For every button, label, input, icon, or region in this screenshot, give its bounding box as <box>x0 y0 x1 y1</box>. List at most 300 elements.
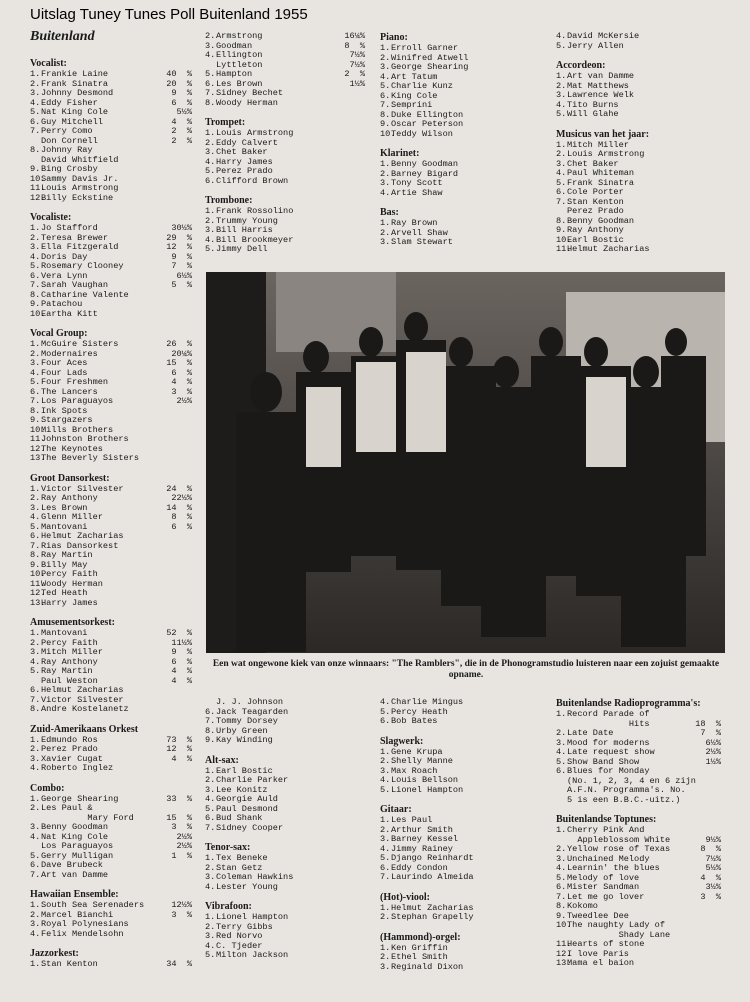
poll-entry <box>205 786 365 796</box>
vote-percentage: 1. <box>30 793 41 804</box>
entry-name: Shady Lane <box>567 930 671 940</box>
vote-percentage: 7. <box>556 891 567 902</box>
entry-name: Royal Polynesians <box>41 920 129 929</box>
vote-percentage <box>168 599 192 609</box>
poll-entry <box>30 175 192 185</box>
vote-percentage: 1. <box>205 912 216 922</box>
poll-entry <box>205 32 365 42</box>
poll-entry <box>380 873 540 883</box>
poll-section-combo <box>30 783 192 881</box>
entry-name: Modernaires <box>41 349 98 359</box>
vote-percentage <box>516 816 540 826</box>
vote-percentage: 1. <box>205 206 216 216</box>
entry-name: Rosemary Clooney <box>41 262 124 271</box>
vote-percentage: 7. <box>30 126 41 136</box>
entry-name: Helmut Zacharias <box>567 245 650 254</box>
entry-name: Sidney Cooper <box>216 823 284 833</box>
entry-name: Late Date <box>567 729 614 738</box>
vote-percentage <box>697 101 721 111</box>
vote-percentage: 7 % <box>700 728 721 738</box>
poll-entry <box>380 111 540 121</box>
vote-percentage: 9. <box>380 119 391 129</box>
vote-percentage <box>516 189 540 199</box>
entry-name: Edmundo Ros <box>41 735 98 745</box>
entry-name: Woody Herman <box>41 579 103 589</box>
poll-entry <box>556 777 721 787</box>
vote-percentage <box>168 146 192 156</box>
vote-percentage <box>341 708 365 718</box>
vote-percentage <box>697 940 721 950</box>
entry-name: Les Brown <box>41 503 88 513</box>
poll-entry <box>30 599 192 609</box>
entry-name: Goodman <box>216 41 253 51</box>
vote-percentage: 2 % <box>344 69 365 79</box>
vote-percentage <box>341 207 365 217</box>
vote-percentage <box>516 913 540 923</box>
vote-percentage <box>516 767 540 777</box>
poll-section-accordeon <box>556 60 721 120</box>
entry-name: Jerry Allen <box>567 41 624 51</box>
entry-name: Percy Faith <box>41 638 98 648</box>
vote-percentage: 13. <box>30 597 46 608</box>
entry-name: A.F.N. Programma's. No. <box>567 786 686 795</box>
poll-entry <box>30 426 192 436</box>
vote-percentage: 16¼% <box>344 31 365 41</box>
vote-percentage <box>516 953 540 963</box>
poll-entry <box>205 70 365 80</box>
vote-percentage: 73 % <box>166 734 192 745</box>
section-title: Jazzorkest: <box>30 948 79 959</box>
entry-name: Nat King Cole <box>41 832 109 842</box>
vote-percentage: 3 % <box>171 386 192 397</box>
vote-percentage <box>341 854 365 864</box>
vote-percentage: 2. <box>205 862 216 873</box>
poll-entry <box>30 795 192 805</box>
vote-percentage: 2 % <box>171 126 192 136</box>
vote-percentage: 8 % <box>344 40 365 51</box>
poll-entry <box>205 148 365 158</box>
vote-percentage: 1. <box>205 853 216 863</box>
vote-percentage <box>341 942 365 952</box>
vote-percentage: 8. <box>30 145 41 155</box>
group-photo-image <box>206 272 725 653</box>
vote-percentage: 9 % <box>171 251 192 262</box>
poll-entry <box>380 717 540 727</box>
column-2-bottom <box>205 698 365 961</box>
vote-percentage <box>341 717 365 727</box>
vote-percentage <box>341 89 365 99</box>
entry-name: Frankie Laine <box>41 70 109 79</box>
vote-percentage: 34 % <box>166 959 192 969</box>
entry-name: The Beverly Sisters <box>41 454 139 463</box>
entry-name: Victor Silvester <box>41 484 124 494</box>
vote-percentage <box>516 708 540 718</box>
vote-percentage <box>516 160 540 170</box>
entry-name: Kokomo <box>567 902 598 911</box>
entry-name: Unchained Melody <box>567 854 650 864</box>
vote-percentage: 7. <box>380 872 391 882</box>
entry-name: Percy Faith <box>41 570 98 579</box>
vote-percentage: 10. <box>30 424 46 435</box>
entry-name: Milton Jackson <box>216 951 289 960</box>
entry-name: Guy Mitchell <box>41 117 103 127</box>
vote-percentage: 10. <box>30 308 46 319</box>
section-title: Musicus van het jaar: <box>556 128 650 140</box>
entry-name: Benny Goodman <box>41 823 109 832</box>
poll-entry <box>556 226 721 236</box>
vote-percentage: 9½% <box>705 834 721 845</box>
vote-percentage: 3. <box>30 502 41 513</box>
poll-entry <box>205 824 365 834</box>
entry-name: Georgie Auld <box>216 795 278 804</box>
vote-percentage <box>341 217 365 227</box>
poll-entry <box>380 179 540 189</box>
entry-name: Paul Weston <box>41 676 98 686</box>
poll-entry <box>205 776 365 786</box>
photo-caption: Een wat ongewone kiek van onze winnaars: "The Ramblers", die in de Phonogramstudio luisteren naar een zojuist gemaakte opname. <box>212 659 720 680</box>
vote-percentage <box>341 932 365 942</box>
vote-percentage: 5. <box>556 756 567 767</box>
entry-name: Paul Desmond <box>216 804 278 814</box>
vote-percentage: 2. <box>380 52 391 63</box>
entry-name: Chet Baker <box>216 148 268 157</box>
vote-percentage <box>168 580 192 590</box>
vote-percentage: 6 % <box>171 656 192 667</box>
entry-name: Show Band Show <box>567 757 640 767</box>
vote-percentage <box>516 826 540 836</box>
poll-entry <box>380 120 540 130</box>
poll-entry <box>556 236 721 246</box>
poll-entry <box>30 146 192 156</box>
vote-percentage: 7. <box>380 100 391 110</box>
entry-name: Late request show <box>567 748 655 757</box>
section-title: Tenor-sax: <box>205 842 251 853</box>
vote-percentage: 5. <box>205 803 216 814</box>
poll-section-vibrafoon <box>205 901 365 961</box>
vote-percentage: 3. <box>205 872 216 882</box>
vote-percentage <box>341 814 365 824</box>
entry-name: Jo Stafford <box>41 224 98 233</box>
poll-entry <box>205 854 365 864</box>
poll-entry <box>30 340 192 350</box>
poll-entry <box>30 194 192 204</box>
vote-percentage: 3. <box>205 147 216 157</box>
poll-section-tenor-sax <box>205 842 365 892</box>
poll-entry <box>30 504 192 514</box>
vote-percentage: 6. <box>30 116 41 127</box>
poll-entry <box>205 129 365 139</box>
vote-percentage: 1 % <box>171 850 192 861</box>
entry-name: Benny Goodman <box>567 216 635 226</box>
poll-entry <box>30 378 192 388</box>
vote-percentage <box>697 141 721 151</box>
vote-percentage: 5. <box>30 521 41 532</box>
vote-percentage <box>341 177 365 187</box>
entry-name: Victor Silvester <box>41 695 124 705</box>
entry-name: Billy May <box>41 560 88 570</box>
vote-percentage <box>168 561 192 571</box>
section-title: Bas: <box>380 207 399 218</box>
poll-section-klarinet <box>380 148 540 198</box>
vote-percentage <box>516 776 540 786</box>
vote-percentage: 5½% <box>176 107 192 117</box>
vote-percentage: 11. <box>30 578 46 589</box>
entry-name: Laurindo Almeida <box>391 873 474 882</box>
vote-percentage: 6. <box>205 813 216 823</box>
poll-entry <box>205 951 365 961</box>
vote-percentage: 2½% <box>176 841 192 851</box>
entry-name: Cole Porter <box>567 188 624 197</box>
vote-percentage <box>168 291 192 301</box>
poll-entry <box>30 445 192 455</box>
vote-percentage: 8. <box>556 215 567 226</box>
entry-name: Urby Green <box>216 726 268 736</box>
vote-percentage: 1½% <box>705 756 721 767</box>
vote-percentage: 7. <box>30 540 41 551</box>
vote-percentage <box>697 91 721 101</box>
entry-name: Woody Herman <box>216 98 278 108</box>
vote-percentage: 4. <box>205 794 216 804</box>
vote-percentage: 20¼% <box>171 348 192 359</box>
entry-name: George Shearing <box>41 794 119 804</box>
entry-name: Hearts of stone <box>567 940 645 949</box>
vote-percentage: 3. <box>205 40 216 51</box>
vote-percentage: 4. <box>205 881 216 892</box>
entry-name: Sidney Bechet <box>216 89 284 98</box>
poll-section-continued <box>380 698 540 727</box>
poll-entry <box>205 795 365 805</box>
vote-percentage <box>341 776 365 786</box>
vote-percentage: 5½% <box>705 863 721 873</box>
entry-name: Jack Teagarden <box>216 707 289 717</box>
vote-percentage <box>341 873 365 883</box>
vote-percentage: 3. <box>380 961 391 972</box>
poll-entry <box>30 551 192 561</box>
entry-name: Bill Brookmeyer <box>216 235 294 245</box>
entry-name: Winifred Atwell <box>391 53 469 63</box>
entry-name: Louis Bellson <box>391 776 459 785</box>
vote-percentage: 6. <box>556 766 567 776</box>
vote-percentage: 5. <box>30 107 41 117</box>
poll-entry <box>380 757 540 767</box>
poll-entry <box>556 845 721 855</box>
vote-percentage: 4. <box>205 940 216 951</box>
poll-section-buitenlandse-toptunes <box>556 814 721 969</box>
poll-entry <box>30 359 192 369</box>
entry-name: Ink Spots <box>41 406 88 416</box>
vote-percentage <box>341 236 365 246</box>
entry-name: Slam Stewart <box>391 238 453 247</box>
vote-percentage: 6 % <box>171 521 192 532</box>
entry-name: Andre Kostelanetz <box>41 705 129 714</box>
vote-percentage: 4. <box>556 863 567 873</box>
entry-name: Appleblossom White <box>567 835 671 845</box>
vote-percentage <box>697 921 721 931</box>
vote-percentage <box>168 165 192 175</box>
poll-entry <box>556 141 721 151</box>
poll-entry <box>30 127 192 137</box>
entry-name: Melody of love <box>567 873 640 883</box>
vote-percentage: 4. <box>30 763 41 773</box>
vote-percentage: 2. <box>556 149 567 159</box>
poll-entry <box>556 32 721 42</box>
entry-name: Armstrong <box>216 32 263 41</box>
vote-percentage <box>556 796 567 806</box>
entry-name: Bill Harris <box>216 226 273 235</box>
poll-entry <box>205 61 365 71</box>
vote-percentage: 7½% <box>349 59 365 70</box>
vote-percentage: 11½% <box>171 637 192 648</box>
entry-name: Teresa Brewer <box>41 233 109 243</box>
entry-name: Ethel Smith <box>391 953 448 962</box>
vote-percentage <box>697 767 721 777</box>
vote-percentage: 2. <box>380 912 391 922</box>
poll-entry <box>556 931 721 941</box>
vote-percentage: 4. <box>380 843 391 854</box>
entry-name: Billy Eckstine <box>41 193 114 203</box>
vote-percentage <box>341 795 365 805</box>
vote-percentage: 1. <box>30 223 41 233</box>
vote-percentage <box>168 861 192 871</box>
poll-entry <box>380 73 540 83</box>
entry-name: Reginald Dixon <box>391 962 464 972</box>
section-title: Hawaiian Ensemble: <box>30 889 119 900</box>
entry-name: Rias Dansorkest <box>41 541 119 551</box>
poll-entry <box>30 165 192 175</box>
vote-percentage: 9. <box>30 164 41 174</box>
vote-percentage <box>516 854 540 864</box>
vote-percentage: 22½% <box>171 493 192 503</box>
vote-percentage <box>697 150 721 160</box>
vote-percentage: 2½% <box>176 396 192 406</box>
entry-name: Duke Ellington <box>391 110 464 120</box>
vote-percentage <box>168 194 192 204</box>
entry-name: Dave Brubeck <box>41 861 103 870</box>
vote-percentage <box>697 207 721 217</box>
vote-percentage: 5. <box>205 244 216 254</box>
entry-name: Roberto Inglez <box>41 764 114 773</box>
vote-percentage: 4. <box>30 251 41 262</box>
entry-name: South Sea Serenaders <box>41 901 145 910</box>
entry-name: Stan Getz <box>216 863 263 873</box>
vote-percentage <box>168 705 192 715</box>
vote-percentage <box>341 913 365 923</box>
poll-entry <box>380 698 540 708</box>
poll-section-vocaliste <box>30 212 192 319</box>
vote-percentage: 6. <box>380 862 391 873</box>
vote-percentage: 4. <box>205 156 216 167</box>
entry-name: 5 is een B.B.C.-uitz.) <box>567 795 681 805</box>
vote-percentage: 2. <box>205 775 216 785</box>
entry-name: Benny Goodman <box>391 160 459 169</box>
entry-name: Mama el baion <box>567 959 635 968</box>
entry-name: Perez Prado <box>216 167 273 176</box>
entry-name: Ray Anthony <box>41 494 98 503</box>
entry-name: Bud Shank <box>216 814 263 823</box>
entry-name: Helmut Zacharias <box>41 686 124 695</box>
vote-percentage <box>516 229 540 239</box>
vote-percentage: 2. <box>30 637 41 648</box>
poll-section-groot-dansorkest <box>30 473 192 609</box>
vote-percentage: 8. <box>205 725 216 736</box>
vote-percentage: 4. <box>205 50 216 60</box>
vote-percentage: 10. <box>380 128 396 139</box>
poll-entry <box>556 826 721 836</box>
poll-entry <box>556 42 721 52</box>
poll-entry <box>30 833 192 843</box>
vote-percentage <box>697 198 721 208</box>
entry-name: Mitch Miller <box>41 648 103 657</box>
vote-percentage: 52 % <box>166 628 192 638</box>
vote-percentage <box>341 129 365 139</box>
poll-entry <box>380 767 540 777</box>
poll-entry <box>380 913 540 923</box>
poll-entry <box>380 835 540 845</box>
vote-percentage: 6 % <box>171 367 192 378</box>
vote-percentage: 1. <box>556 71 567 81</box>
entry-name: Charlie Parker <box>216 776 289 785</box>
vote-percentage: 4. <box>380 187 391 198</box>
vote-percentage: 1. <box>380 159 391 169</box>
poll-entry <box>380 776 540 786</box>
vote-percentage: 2. <box>30 803 41 813</box>
entry-name: Charlie Kunz <box>391 82 453 91</box>
poll-entry <box>30 523 192 533</box>
poll-entry <box>380 130 540 140</box>
poll-entry <box>30 705 192 715</box>
entry-name: Max Roach <box>391 766 438 776</box>
vote-percentage: 6½% <box>176 270 192 281</box>
vote-percentage: 1. <box>380 218 391 228</box>
vote-percentage <box>516 748 540 758</box>
vote-percentage <box>516 835 540 845</box>
vote-percentage: 10. <box>30 173 46 184</box>
entry-name: Mills Brothers <box>41 425 114 435</box>
vote-percentage: 7. <box>205 88 216 98</box>
entry-name: Don Cornell <box>41 136 98 146</box>
vote-percentage <box>516 101 540 111</box>
poll-entry <box>205 158 365 168</box>
poll-section-amusementsorkest <box>30 617 192 715</box>
vote-percentage: 29 % <box>166 232 192 243</box>
vote-percentage: 20 % <box>166 78 192 89</box>
poll-entry <box>380 92 540 102</box>
vote-percentage: 8. <box>30 289 41 300</box>
entry-name: Clifford Brown <box>216 176 289 186</box>
poll-entry <box>30 871 192 881</box>
vote-percentage <box>516 845 540 855</box>
vote-percentage: 4. <box>30 928 41 939</box>
vote-percentage: 5. <box>556 40 567 51</box>
vote-percentage: 2½% <box>705 747 721 757</box>
poll-entry <box>380 864 540 874</box>
vote-percentage <box>341 226 365 236</box>
vote-percentage <box>516 963 540 973</box>
poll-section-continued <box>205 698 365 746</box>
vote-percentage: 3. <box>205 931 216 941</box>
vote-percentage: 2. <box>30 493 41 503</box>
poll-entry <box>556 864 721 874</box>
poll-entry <box>30 310 192 320</box>
poll-entry <box>556 72 721 82</box>
vote-percentage: 5. <box>556 109 567 119</box>
vote-percentage: 30½% <box>171 223 192 233</box>
poll-entry <box>205 245 365 255</box>
vote-percentage: 7½% <box>349 50 365 60</box>
section-title: Trompet: <box>205 117 246 128</box>
entry-name: Arvell Shaw <box>391 228 448 238</box>
vote-percentage: 4. <box>556 99 567 110</box>
